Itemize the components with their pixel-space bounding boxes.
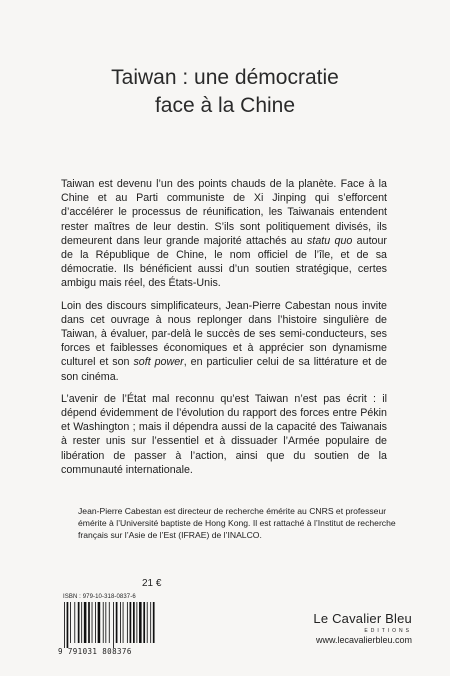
back-cover-blurb — [61, 177, 387, 485]
blurb-p1-text-b: autour de la République de Chine, le nom officiel de l’île, et de sa démocratie. Ils bénéficient aussi d’un soutien stratégique, certes ambigu mais réel, des États-Unis. — [61, 234, 387, 290]
blurb-paragraph-2 — [61, 299, 387, 384]
publisher-name: Le Cavalier Bleu — [313, 611, 412, 626]
title-line-1: Taiwan : une démocratie — [111, 66, 339, 89]
blurb-p1-text-a: Taiwan est devenu l’un des points chauds de la planète. Face à la Chine et au Parti communiste de Xi Jinping qui s’efforcent d’accélérer le processus de réunification, les Taiwanais entendent rester maîtres de leur destin. S’ils sont politiquement divisés, ils demeurent dans leur grande majorité attachés au — [61, 178, 387, 247]
blurb-p2-text-b: , en particulier celui de sa littérature et de son cinéma. — [61, 356, 387, 383]
author-bio: Jean-Pierre Cabestan est directeur de recherche émérite au CNRS et professeur émérite à l’Université baptiste de Hong Kong. Il est rattaché à l’Institut de recherche français sur l’Asie de l’Est (IFRAE) de l’INALCO. — [78, 506, 396, 541]
book-title — [0, 64, 450, 120]
blurb-paragraph-1 — [61, 177, 387, 291]
blurb-p2-italic: soft power — [133, 356, 184, 369]
barcode-icon — [62, 602, 158, 648]
title-line-2: face à la Chine — [154, 94, 296, 117]
barcode-digits: 9 791031 808376 — [58, 647, 132, 656]
publisher-website: www.lecavalierbleu.com — [315, 635, 412, 645]
price: 21 € — [142, 578, 162, 589]
publisher-block — [290, 611, 412, 645]
isbn-label: ISBN : 979-10-318-0837-6 — [63, 594, 136, 600]
publisher-editions: EDITIONS — [364, 628, 412, 634]
blurb-p1-italic: statu quo — [307, 234, 353, 247]
blurb-paragraph-3: L’avenir de l’État mal reconnu qu’est Taiwan n’est pas écrit : il dépend évidemment de l’évolution du rapport des forces entre Pékin et Washington ; mais il dépendra aussi de la capacité des Taiwanais à rester unis sur l’essentiel et à dissuader l’Armée populaire de libération de passer à l’action, ainsi que du soutien de la communauté internationale. — [61, 392, 387, 476]
blurb-p2-text-a: Loin des discours simplificateurs, Jean-Pierre Cabestan nous invite dans cet ouvrage à nous replonger dans l’histoire singulière de Taiwan, à évaluer, par-delà le succès de ses semi-conducteurs, ses forces et faiblesses économiques et à apprécier son dynamisme culturel et son — [61, 299, 387, 369]
